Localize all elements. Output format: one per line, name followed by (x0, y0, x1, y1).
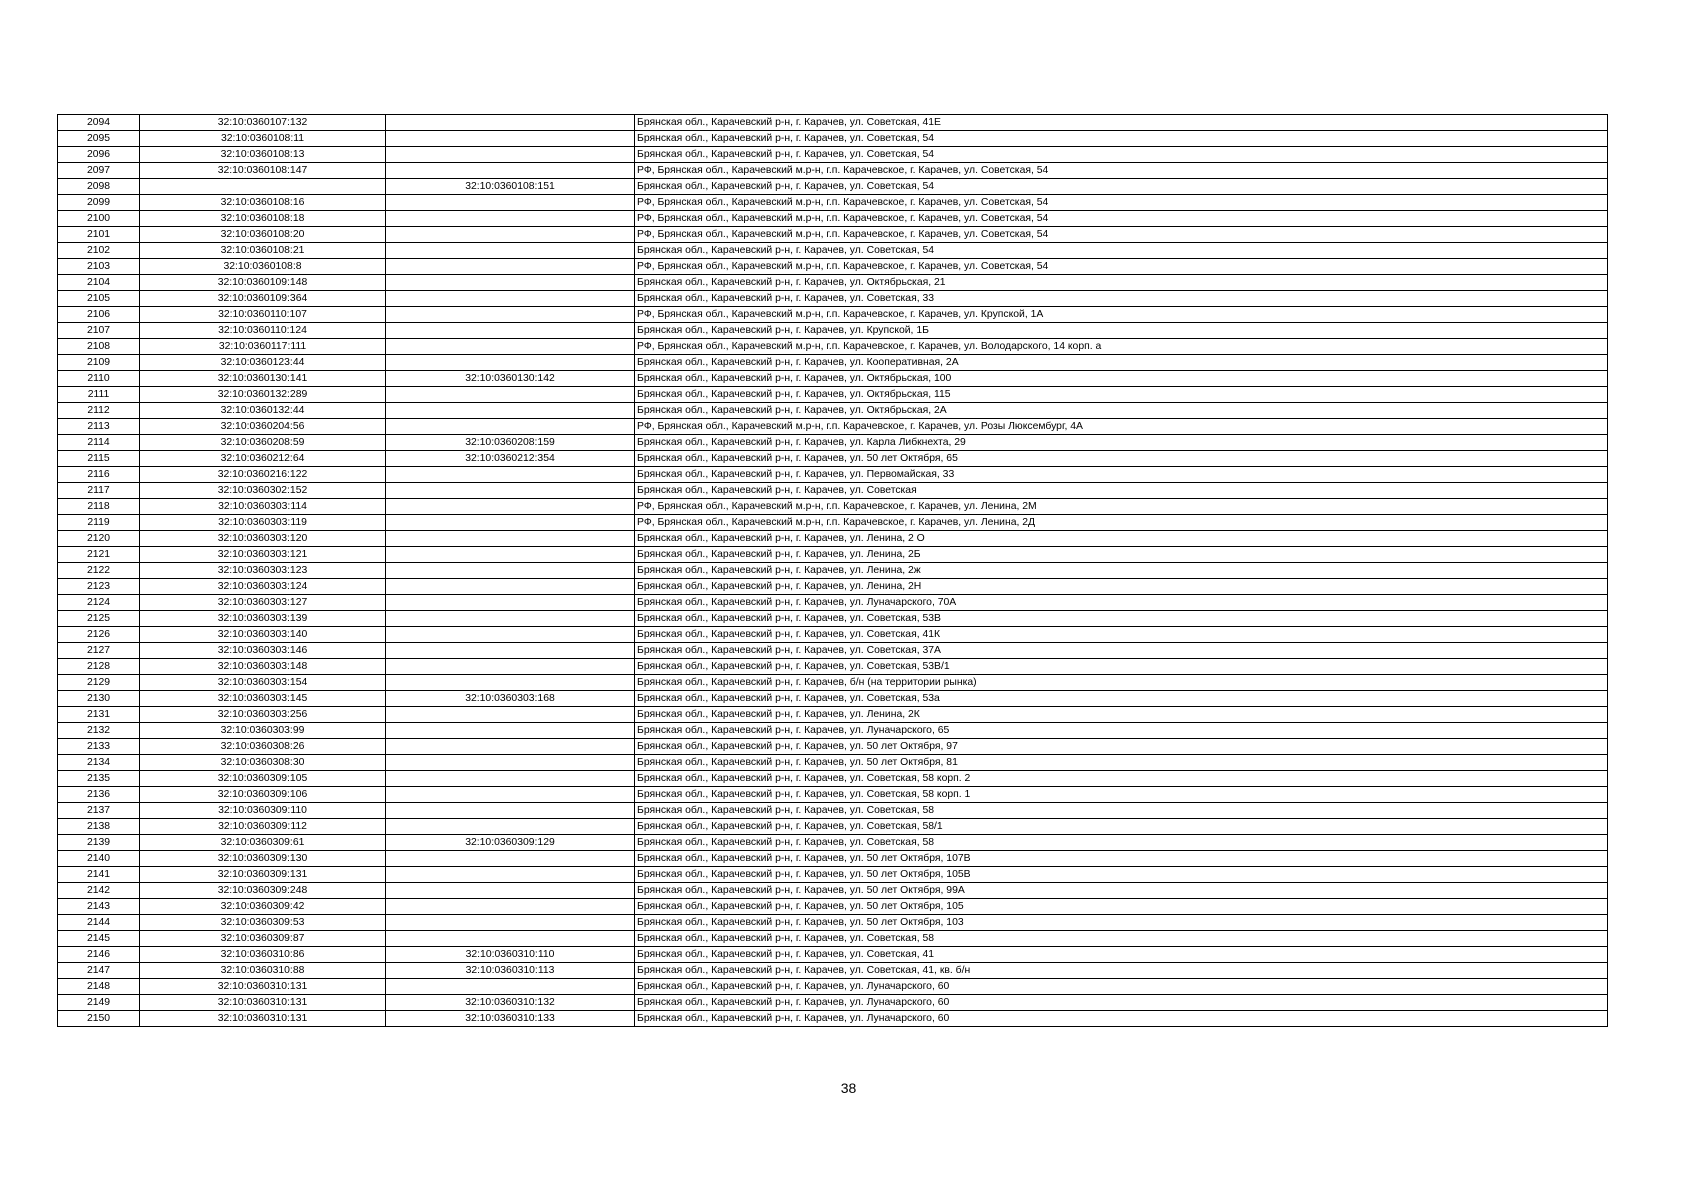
table-row (58, 883, 1608, 899)
cadastral-number-cell: 32:10:0360108:21 (140, 243, 386, 259)
cadastral-number-cell: 32:10:0360303:256 (140, 707, 386, 723)
cadastral-number-cell: 32:10:0360132:44 (140, 403, 386, 419)
row-number-cell: 2095 (58, 131, 140, 147)
table-row (58, 707, 1608, 723)
table-row (58, 195, 1608, 211)
table-row (58, 531, 1608, 547)
linked-cadastral-number-cell: 32:10:0360309:129 (386, 835, 635, 851)
table-row (58, 963, 1608, 979)
address-cell: Брянская обл., Карачевский р-н, г. Карачев, ул. 50 лет Октября, 97 (635, 739, 1608, 755)
cadastral-number-cell: 32:10:0360108:16 (140, 195, 386, 211)
address-cell: Брянская обл., Карачевский р-н, г. Карачев, ул. Советская, 54 (635, 179, 1608, 195)
row-number-cell: 2148 (58, 979, 140, 995)
row-number-cell: 2116 (58, 467, 140, 483)
row-number-cell: 2108 (58, 339, 140, 355)
page-number: 38 (840, 1080, 857, 1096)
address-cell: РФ, Брянская обл., Карачевский м.р-н, г.п. Карачевское, г. Карачев, ул. Володарского, 14 корп. а (635, 339, 1608, 355)
linked-cadastral-number-cell (386, 611, 635, 627)
linked-cadastral-number-cell (386, 499, 635, 515)
row-number-cell: 2100 (58, 211, 140, 227)
row-number-cell: 2146 (58, 947, 140, 963)
linked-cadastral-number-cell (386, 147, 635, 163)
table-row (58, 435, 1608, 451)
address-cell: Брянская обл., Карачевский р-н, г. Карачев, ул. Советская, 58 (635, 835, 1608, 851)
cadastral-number-cell: 32:10:0360309:61 (140, 835, 386, 851)
address-cell: Брянская обл., Карачевский р-н, г. Карачев, ул. Ленина, 2К (635, 707, 1608, 723)
linked-cadastral-number-cell (386, 723, 635, 739)
cadastral-number-cell: 32:10:0360132:289 (140, 387, 386, 403)
row-number-cell: 2101 (58, 227, 140, 243)
row-number-cell: 2109 (58, 355, 140, 371)
table-row (58, 243, 1608, 259)
address-cell: Брянская обл., Карачевский р-н, г. Карачев, ул. Советская, 58/1 (635, 819, 1608, 835)
row-number-cell: 2118 (58, 499, 140, 515)
table-row (58, 515, 1608, 531)
row-number-cell: 2139 (58, 835, 140, 851)
linked-cadastral-number-cell (386, 659, 635, 675)
cadastral-number-cell: 32:10:0360309:112 (140, 819, 386, 835)
cadastral-number-cell: 32:10:0360309:110 (140, 803, 386, 819)
address-cell: Брянская обл., Карачевский р-н, г. Карачев, ул. Советская, 53В/1 (635, 659, 1608, 675)
cadastral-number-cell: 32:10:0360108:20 (140, 227, 386, 243)
table-row (58, 259, 1608, 275)
linked-cadastral-number-cell (386, 131, 635, 147)
cadastral-number-cell: 32:10:0360309:130 (140, 851, 386, 867)
address-cell: Брянская обл., Карачевский р-н, г. Карачев, ул. Луначарского, 70А (635, 595, 1608, 611)
linked-cadastral-number-cell (386, 739, 635, 755)
row-number-cell: 2102 (58, 243, 140, 259)
row-number-cell: 2127 (58, 643, 140, 659)
cadastral-number-cell: 32:10:0360309:42 (140, 899, 386, 915)
cadastral-number-cell: 32:10:0360308:30 (140, 755, 386, 771)
linked-cadastral-number-cell (386, 531, 635, 547)
address-cell: Брянская обл., Карачевский р-н, г. Карачев, ул. Октябрьская, 2А (635, 403, 1608, 419)
row-number-cell: 2138 (58, 819, 140, 835)
table-row (58, 899, 1608, 915)
cadastral-number-cell: 32:10:0360303:114 (140, 499, 386, 515)
table-row (58, 147, 1608, 163)
address-cell: Брянская обл., Карачевский р-н, г. Карачев, ул. 50 лет Октября, 65 (635, 451, 1608, 467)
linked-cadastral-number-cell (386, 307, 635, 323)
address-cell: Брянская обл., Карачевский р-н, г. Карачев, ул. Советская, 53а (635, 691, 1608, 707)
cadastral-number-cell: 32:10:0360212:64 (140, 451, 386, 467)
row-number-cell: 2134 (58, 755, 140, 771)
table-row (58, 691, 1608, 707)
address-cell: Брянская обл., Карачевский р-н, г. Карачев, ул. 50 лет Октября, 107В (635, 851, 1608, 867)
table-row (58, 579, 1608, 595)
address-cell: Брянская обл., Карачевский р-н, г. Карачев, ул. 50 лет Октября, 105 (635, 899, 1608, 915)
row-number-cell: 2098 (58, 179, 140, 195)
cadastral-number-cell: 32:10:0360109:364 (140, 291, 386, 307)
table-row (58, 563, 1608, 579)
cadastral-number-cell: 32:10:0360302:152 (140, 483, 386, 499)
linked-cadastral-number-cell (386, 227, 635, 243)
table-row (58, 995, 1608, 1011)
address-cell: РФ, Брянская обл., Карачевский м.р-н, г.п. Карачевское, г. Карачев, ул. Советская, 54 (635, 163, 1608, 179)
row-number-cell: 2145 (58, 931, 140, 947)
row-number-cell: 2142 (58, 883, 140, 899)
row-number-cell: 2111 (58, 387, 140, 403)
table-row (58, 819, 1608, 835)
linked-cadastral-number-cell (386, 275, 635, 291)
cadastral-number-cell: 32:10:0360110:107 (140, 307, 386, 323)
cadastral-number-cell: 32:10:0360309:105 (140, 771, 386, 787)
table-row (58, 643, 1608, 659)
linked-cadastral-number-cell (386, 259, 635, 275)
row-number-cell: 2105 (58, 291, 140, 307)
table-row (58, 947, 1608, 963)
property-register-table (57, 114, 1608, 1027)
address-cell: Брянская обл., Карачевский р-н, г. Карачев, ул. Советская, 58 (635, 803, 1608, 819)
row-number-cell: 2117 (58, 483, 140, 499)
table-row (58, 659, 1608, 675)
row-number-cell: 2123 (58, 579, 140, 595)
address-cell: РФ, Брянская обл., Карачевский м.р-н, г.п. Карачевское, г. Карачев, ул. Крупской, 1А (635, 307, 1608, 323)
linked-cadastral-number-cell (386, 163, 635, 179)
address-cell: Брянская обл., Карачевский р-н, г. Карачев, ул. Советская, 41 (635, 947, 1608, 963)
cadastral-number-cell: 32:10:0360310:131 (140, 995, 386, 1011)
row-number-cell: 2150 (58, 1011, 140, 1027)
address-cell: Брянская обл., Карачевский р-н, г. Карачев, ул. Советская, 54 (635, 131, 1608, 147)
linked-cadastral-number-cell (386, 899, 635, 915)
linked-cadastral-number-cell: 32:10:0360310:113 (386, 963, 635, 979)
table-row (58, 291, 1608, 307)
row-number-cell: 2125 (58, 611, 140, 627)
table-row (58, 419, 1608, 435)
table-row (58, 611, 1608, 627)
address-cell: Брянская обл., Карачевский р-н, г. Карачев, ул. Советская, 54 (635, 243, 1608, 259)
row-number-cell: 2107 (58, 323, 140, 339)
table-row (58, 675, 1608, 691)
linked-cadastral-number-cell: 32:10:0360108:151 (386, 179, 635, 195)
linked-cadastral-number-cell (386, 339, 635, 355)
linked-cadastral-number-cell (386, 579, 635, 595)
linked-cadastral-number-cell (386, 563, 635, 579)
table-row (58, 547, 1608, 563)
cadastral-number-cell: 32:10:0360110:124 (140, 323, 386, 339)
table-row (58, 739, 1608, 755)
row-number-cell: 2106 (58, 307, 140, 323)
table-row (58, 499, 1608, 515)
linked-cadastral-number-cell (386, 627, 635, 643)
address-cell: Брянская обл., Карачевский р-н, г. Карачев, ул. Карла Либкнехта, 29 (635, 435, 1608, 451)
linked-cadastral-number-cell (386, 755, 635, 771)
cadastral-number-cell: 32:10:0360108:11 (140, 131, 386, 147)
table-row (58, 979, 1608, 995)
address-cell: Брянская обл., Карачевский р-н, г. Карачев, ул. Советская, 41К (635, 627, 1608, 643)
address-cell: РФ, Брянская обл., Карачевский м.р-н, г.п. Карачевское, г. Карачев, ул. Советская, 54 (635, 211, 1608, 227)
linked-cadastral-number-cell (386, 467, 635, 483)
row-number-cell: 2135 (58, 771, 140, 787)
row-number-cell: 2149 (58, 995, 140, 1011)
address-cell: Брянская обл., Карачевский р-н, г. Карачев, ул. Советская, 58 корп. 1 (635, 787, 1608, 803)
address-cell: РФ, Брянская обл., Карачевский м.р-н, г.п. Карачевское, г. Карачев, ул. Советская, 54 (635, 259, 1608, 275)
row-number-cell: 2115 (58, 451, 140, 467)
linked-cadastral-number-cell (386, 707, 635, 723)
address-cell: Брянская обл., Карачевский р-н, г. Карачев, ул. Советская (635, 483, 1608, 499)
cadastral-number-cell: 32:10:0360303:154 (140, 675, 386, 691)
linked-cadastral-number-cell: 32:10:0360310:110 (386, 947, 635, 963)
row-number-cell: 2122 (58, 563, 140, 579)
address-cell: Брянская обл., Карачевский р-н, г. Карачев, ул. Ленина, 2 О (635, 531, 1608, 547)
address-cell: Брянская обл., Карачевский р-н, г. Карачев, ул. Ленина, 2ж (635, 563, 1608, 579)
address-cell: Брянская обл., Карачевский р-н, г. Карачев, ул. Советская, 53В (635, 611, 1608, 627)
cadastral-number-cell: 32:10:0360303:127 (140, 595, 386, 611)
table-row (58, 595, 1608, 611)
table-row (58, 403, 1608, 419)
address-cell: Брянская обл., Карачевский р-н, г. Карачев, ул. Советская, 41, кв. б/н (635, 963, 1608, 979)
cadastral-number-cell: 32:10:0360108:18 (140, 211, 386, 227)
row-number-cell: 2113 (58, 419, 140, 435)
address-cell: Брянская обл., Карачевский р-н, г. Карачев, ул. Ленина, 2Б (635, 547, 1608, 563)
address-cell: Брянская обл., Карачевский р-н, г. Карачев, ул. 50 лет Октября, 99А (635, 883, 1608, 899)
row-number-cell: 2121 (58, 547, 140, 563)
linked-cadastral-number-cell: 32:10:0360212:354 (386, 451, 635, 467)
row-number-cell: 2130 (58, 691, 140, 707)
table-row (58, 627, 1608, 643)
linked-cadastral-number-cell (386, 851, 635, 867)
address-cell: Брянская обл., Карачевский р-н, г. Карачев, ул. Октябрьская, 21 (635, 275, 1608, 291)
linked-cadastral-number-cell (386, 883, 635, 899)
cadastral-number-cell: 32:10:0360109:148 (140, 275, 386, 291)
table-row (58, 771, 1608, 787)
table-row (58, 227, 1608, 243)
linked-cadastral-number-cell (386, 915, 635, 931)
table-row (58, 483, 1608, 499)
table-row (58, 723, 1608, 739)
row-number-cell: 2114 (58, 435, 140, 451)
table-row (58, 467, 1608, 483)
cadastral-number-cell: 32:10:0360308:26 (140, 739, 386, 755)
linked-cadastral-number-cell (386, 819, 635, 835)
cadastral-number-cell: 32:10:0360303:124 (140, 579, 386, 595)
linked-cadastral-number-cell: 32:10:0360130:142 (386, 371, 635, 387)
address-cell: РФ, Брянская обл., Карачевский м.р-н, г.п. Карачевское, г. Карачев, ул. Розы Люксембург, 4А (635, 419, 1608, 435)
cadastral-number-cell: 32:10:0360108:147 (140, 163, 386, 179)
cadastral-number-cell: 32:10:0360310:131 (140, 1011, 386, 1027)
cadastral-number-cell: 32:10:0360123:44 (140, 355, 386, 371)
linked-cadastral-number-cell (386, 483, 635, 499)
row-number-cell: 2144 (58, 915, 140, 931)
address-cell: Брянская обл., Карачевский р-н, г. Карачев, ул. Октябрьская, 115 (635, 387, 1608, 403)
address-cell: Брянская обл., Карачевский р-н, г. Карачев, ул. Луначарского, 60 (635, 995, 1608, 1011)
table-row (58, 275, 1608, 291)
linked-cadastral-number-cell: 32:10:0360310:132 (386, 995, 635, 1011)
address-cell: Брянская обл., Карачевский р-н, г. Карачев, ул. Луначарского, 60 (635, 1011, 1608, 1027)
linked-cadastral-number-cell (386, 355, 635, 371)
row-number-cell: 2110 (58, 371, 140, 387)
row-number-cell: 2141 (58, 867, 140, 883)
cadastral-number-cell: 32:10:0360309:87 (140, 931, 386, 947)
cadastral-number-cell: 32:10:0360303:120 (140, 531, 386, 547)
address-cell: РФ, Брянская обл., Карачевский м.р-н, г.п. Карачевское, г. Карачев, ул. Ленина, 2Д (635, 515, 1608, 531)
row-number-cell: 2132 (58, 723, 140, 739)
cadastral-number-cell: 32:10:0360208:59 (140, 435, 386, 451)
linked-cadastral-number-cell (386, 291, 635, 307)
cadastral-number-cell: 32:10:0360310:86 (140, 947, 386, 963)
cadastral-number-cell: 32:10:0360310:88 (140, 963, 386, 979)
linked-cadastral-number-cell: 32:10:0360310:133 (386, 1011, 635, 1027)
row-number-cell: 2129 (58, 675, 140, 691)
table-body (58, 115, 1608, 1027)
row-number-cell: 2103 (58, 259, 140, 275)
row-number-cell: 2126 (58, 627, 140, 643)
table-row (58, 931, 1608, 947)
linked-cadastral-number-cell (386, 643, 635, 659)
row-number-cell: 2104 (58, 275, 140, 291)
address-cell: Брянская обл., Карачевский р-н, г. Карачев, ул. Советская, 58 (635, 931, 1608, 947)
row-number-cell: 2137 (58, 803, 140, 819)
cadastral-number-cell: 32:10:0360303:146 (140, 643, 386, 659)
cadastral-number-cell: 32:10:0360303:121 (140, 547, 386, 563)
table-row (58, 803, 1608, 819)
row-number-cell: 2147 (58, 963, 140, 979)
cadastral-number-cell: 32:10:0360303:123 (140, 563, 386, 579)
table-row (58, 867, 1608, 883)
linked-cadastral-number-cell (386, 323, 635, 339)
address-cell: Брянская обл., Карачевский р-н, г. Карачев, ул. Луначарского, 65 (635, 723, 1608, 739)
table-row (58, 323, 1608, 339)
linked-cadastral-number-cell (386, 515, 635, 531)
address-cell: Брянская обл., Карачевский р-н, г. Карачев, ул. 50 лет Октября, 105В (635, 867, 1608, 883)
cadastral-number-cell: 32:10:0360303:99 (140, 723, 386, 739)
address-cell: Брянская обл., Карачевский р-н, г. Карачев, ул. Ленина, 2Н (635, 579, 1608, 595)
address-cell: Брянская обл., Карачевский р-н, г. Карачев, ул. Октябрьская, 100 (635, 371, 1608, 387)
table-row (58, 355, 1608, 371)
address-cell: РФ, Брянская обл., Карачевский м.р-н, г.п. Карачевское, г. Карачев, ул. Ленина, 2М (635, 499, 1608, 515)
row-number-cell: 2097 (58, 163, 140, 179)
linked-cadastral-number-cell (386, 867, 635, 883)
cadastral-number-cell: 32:10:0360216:122 (140, 467, 386, 483)
linked-cadastral-number-cell (386, 803, 635, 819)
table-row (58, 115, 1608, 131)
address-cell: Брянская обл., Карачевский р-н, г. Карачев, ул. Луначарского, 60 (635, 979, 1608, 995)
table-row (58, 163, 1608, 179)
row-number-cell: 2112 (58, 403, 140, 419)
linked-cadastral-number-cell (386, 387, 635, 403)
table-row (58, 915, 1608, 931)
row-number-cell: 2131 (58, 707, 140, 723)
linked-cadastral-number-cell (386, 931, 635, 947)
cadastral-number-cell: 32:10:0360303:140 (140, 627, 386, 643)
cadastral-number-cell: 32:10:0360108:8 (140, 259, 386, 275)
row-number-cell: 2124 (58, 595, 140, 611)
table-row (58, 451, 1608, 467)
address-cell: Брянская обл., Карачевский р-н, г. Карачев, ул. Первомайская, 33 (635, 467, 1608, 483)
linked-cadastral-number-cell (386, 595, 635, 611)
address-cell: Брянская обл., Карачевский р-н, г. Карачев, б/н (на территории рынка) (635, 675, 1608, 691)
address-cell: РФ, Брянская обл., Карачевский м.р-н, г.п. Карачевское, г. Карачев, ул. Советская, 54 (635, 227, 1608, 243)
row-number-cell: 2136 (58, 787, 140, 803)
cadastral-number-cell: 32:10:0360204:56 (140, 419, 386, 435)
row-number-cell: 2143 (58, 899, 140, 915)
row-number-cell: 2094 (58, 115, 140, 131)
linked-cadastral-number-cell: 32:10:0360208:159 (386, 435, 635, 451)
address-cell: Брянская обл., Карачевский р-н, г. Карачев, ул. Советская, 58 корп. 2 (635, 771, 1608, 787)
row-number-cell: 2133 (58, 739, 140, 755)
cadastral-number-cell (140, 179, 386, 195)
cadastral-number-cell: 32:10:0360309:248 (140, 883, 386, 899)
linked-cadastral-number-cell (386, 115, 635, 131)
row-number-cell: 2099 (58, 195, 140, 211)
cadastral-number-cell: 32:10:0360309:131 (140, 867, 386, 883)
row-number-cell: 2128 (58, 659, 140, 675)
table-row (58, 387, 1608, 403)
address-cell: Брянская обл., Карачевский р-н, г. Карачев, ул. 50 лет Октября, 103 (635, 915, 1608, 931)
table-row (58, 835, 1608, 851)
address-cell: Брянская обл., Карачевский р-н, г. Карачев, ул. 50 лет Октября, 81 (635, 755, 1608, 771)
table-row (58, 755, 1608, 771)
cadastral-number-cell: 32:10:0360303:139 (140, 611, 386, 627)
row-number-cell: 2096 (58, 147, 140, 163)
address-cell: Брянская обл., Карачевский р-н, г. Карачев, ул. Кооперативная, 2А (635, 355, 1608, 371)
row-number-cell: 2119 (58, 515, 140, 531)
address-cell: РФ, Брянская обл., Карачевский м.р-н, г.п. Карачевское, г. Карачев, ул. Советская, 54 (635, 195, 1608, 211)
table-row (58, 851, 1608, 867)
address-cell: Брянская обл., Карачевский р-н, г. Карачев, ул. Советская, 41Е (635, 115, 1608, 131)
cadastral-number-cell: 32:10:0360108:13 (140, 147, 386, 163)
linked-cadastral-number-cell (386, 675, 635, 691)
cadastral-number-cell: 32:10:0360107:132 (140, 115, 386, 131)
row-number-cell: 2120 (58, 531, 140, 547)
cadastral-number-cell: 32:10:0360303:148 (140, 659, 386, 675)
linked-cadastral-number-cell (386, 547, 635, 563)
cadastral-number-cell: 32:10:0360130:141 (140, 371, 386, 387)
linked-cadastral-number-cell (386, 195, 635, 211)
cadastral-number-cell: 32:10:0360303:119 (140, 515, 386, 531)
linked-cadastral-number-cell (386, 419, 635, 435)
table-row (58, 211, 1608, 227)
linked-cadastral-number-cell (386, 403, 635, 419)
cadastral-number-cell: 32:10:0360309:106 (140, 787, 386, 803)
table-row (58, 339, 1608, 355)
table-row (58, 371, 1608, 387)
address-cell: Брянская обл., Карачевский р-н, г. Карачев, ул. Советская, 54 (635, 147, 1608, 163)
address-cell: Брянская обл., Карачевский р-н, г. Карачев, ул. Советская, 37А (635, 643, 1608, 659)
linked-cadastral-number-cell: 32:10:0360303:168 (386, 691, 635, 707)
linked-cadastral-number-cell (386, 211, 635, 227)
table-row (58, 307, 1608, 323)
table-row (58, 131, 1608, 147)
linked-cadastral-number-cell (386, 771, 635, 787)
linked-cadastral-number-cell (386, 787, 635, 803)
table-row (58, 1011, 1608, 1027)
row-number-cell: 2140 (58, 851, 140, 867)
linked-cadastral-number-cell (386, 243, 635, 259)
cadastral-number-cell: 32:10:0360303:145 (140, 691, 386, 707)
cadastral-number-cell: 32:10:0360309:53 (140, 915, 386, 931)
linked-cadastral-number-cell (386, 979, 635, 995)
table-row (58, 787, 1608, 803)
table-row (58, 179, 1608, 195)
address-cell: Брянская обл., Карачевский р-н, г. Карачев, ул. Советская, 33 (635, 291, 1608, 307)
cadastral-number-cell: 32:10:0360117:111 (140, 339, 386, 355)
cadastral-number-cell: 32:10:0360310:131 (140, 979, 386, 995)
address-cell: Брянская обл., Карачевский р-н, г. Карачев, ул. Крупской, 1Б (635, 323, 1608, 339)
